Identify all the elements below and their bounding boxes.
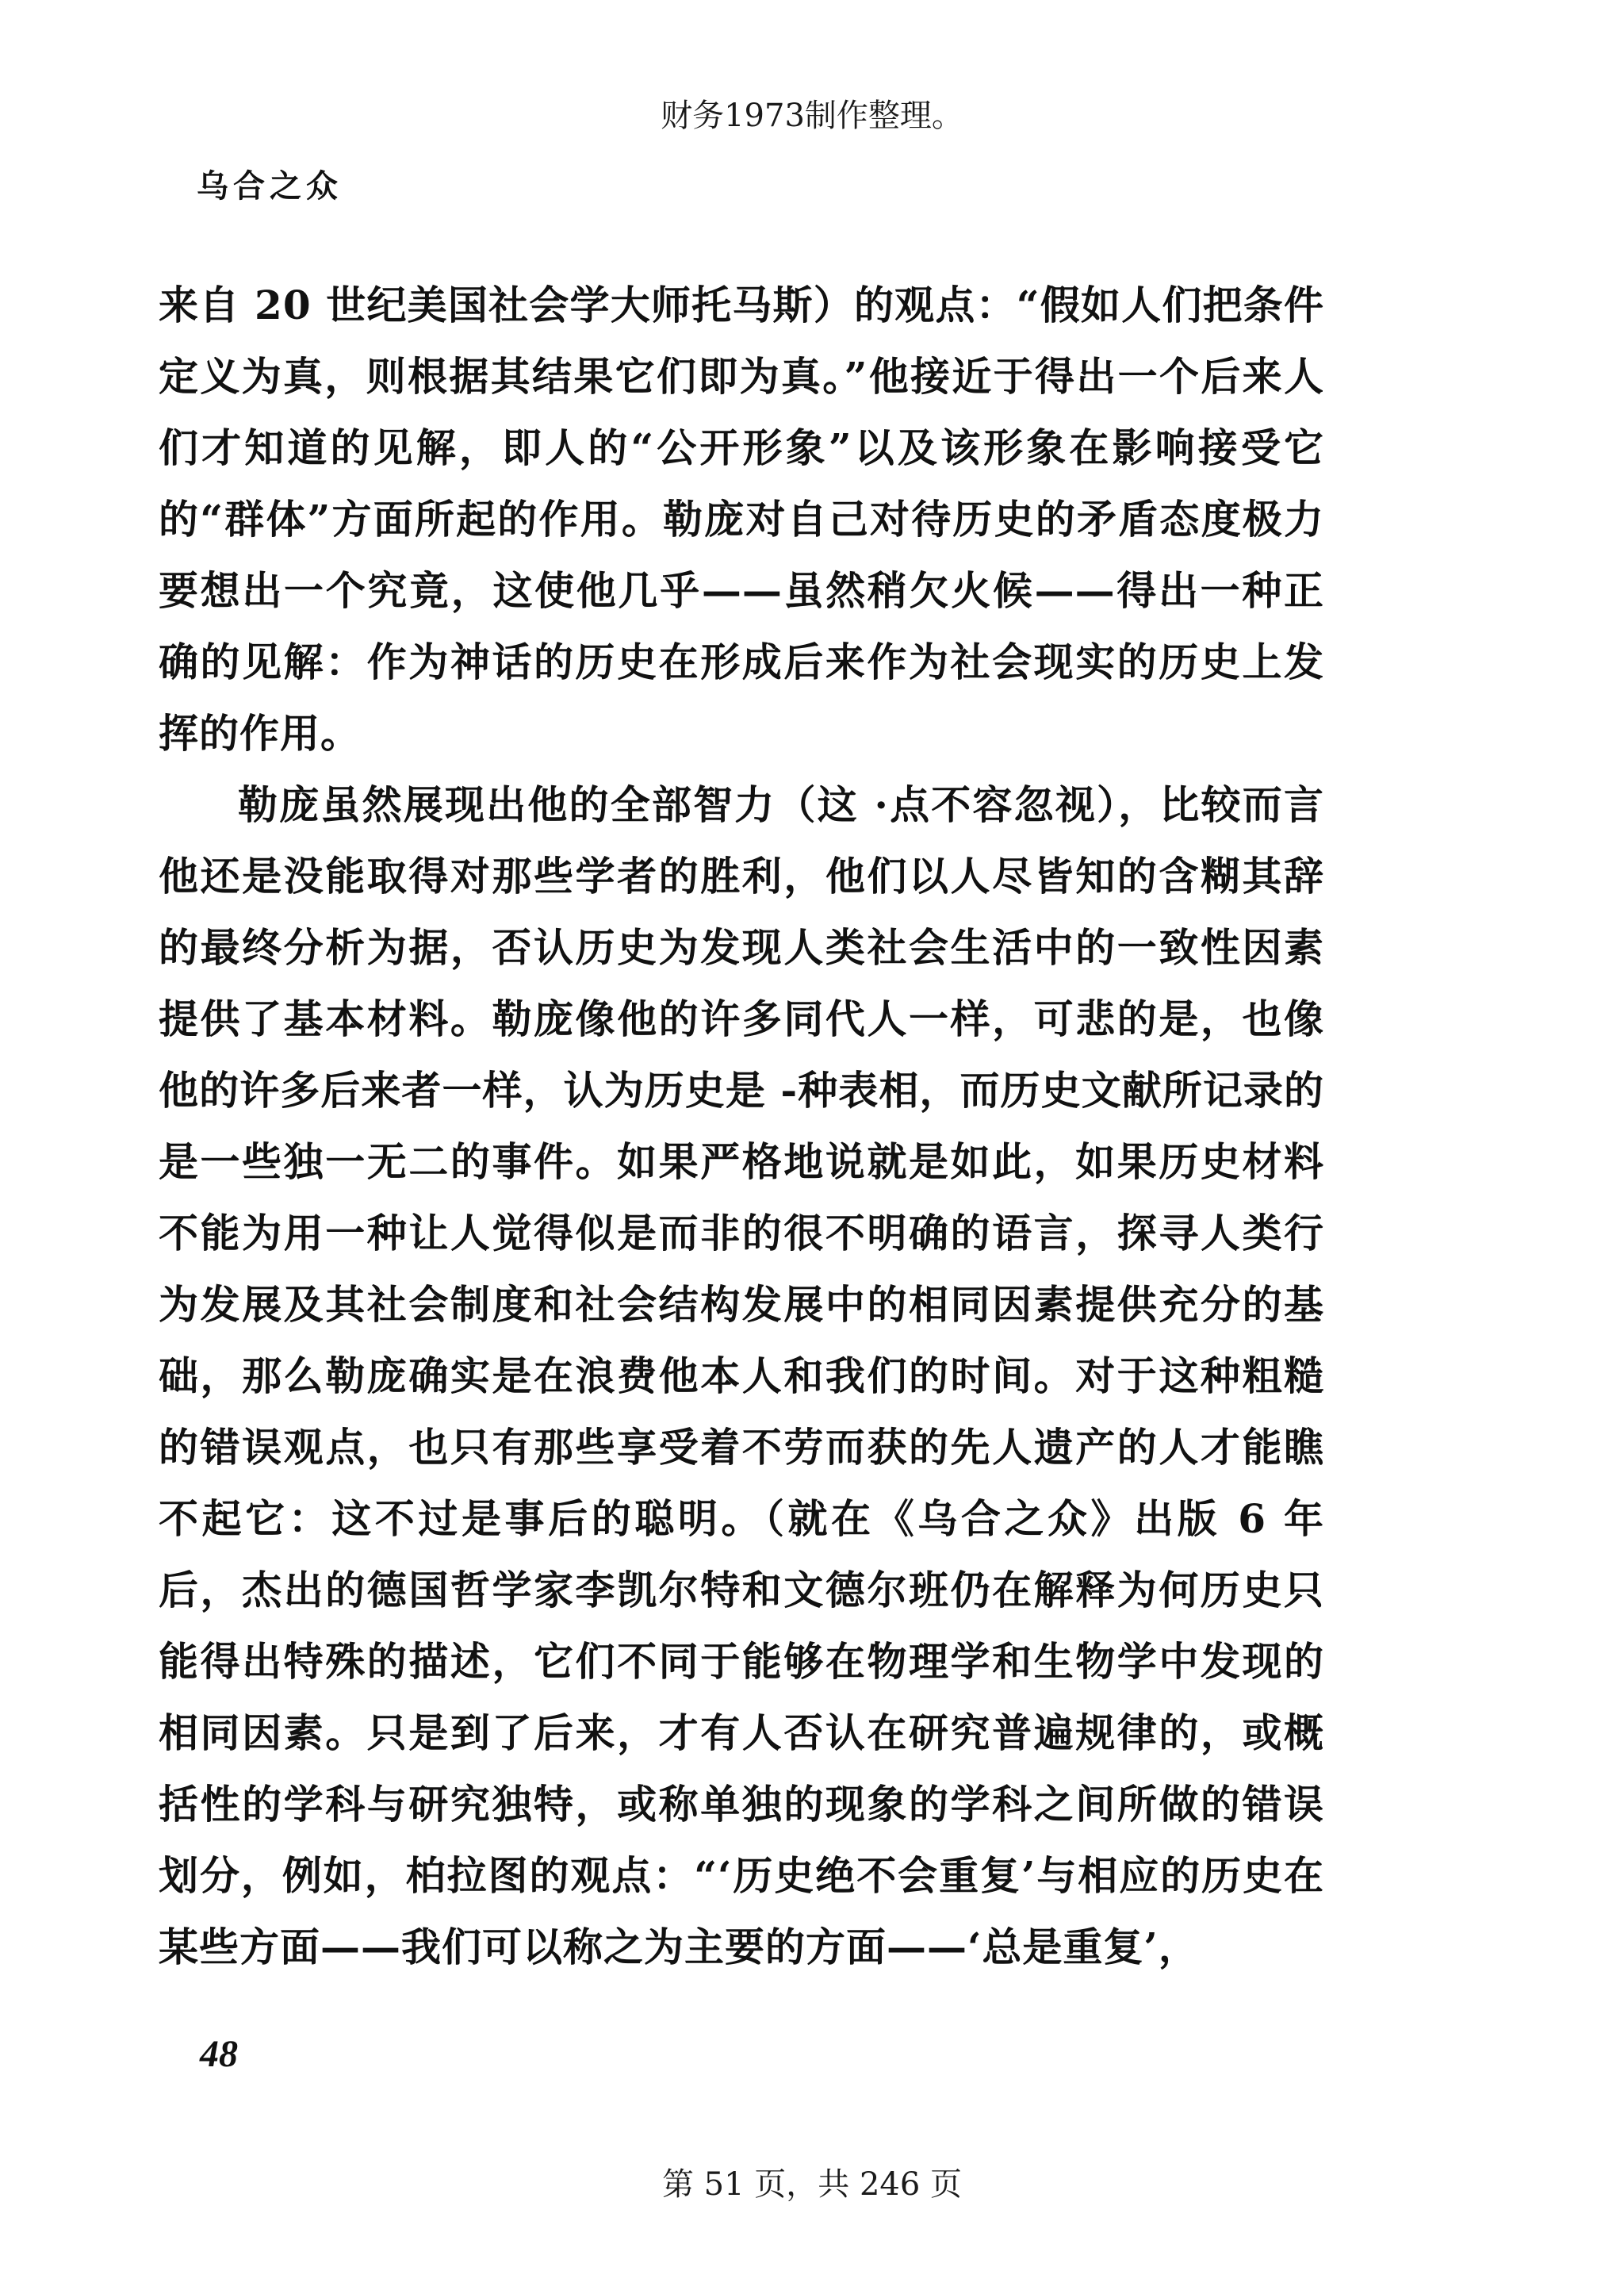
paragraph-1: 来自 20 世纪美国社会学大师托马斯）的观点：“假如人们把条件定义为真，则根据其结果它们即为真。”他接近于得出一个后来人们才知道的见解，即人的“公开形象”以及该形象在影响接受它的“群体”方面所起的作用。勒庞对自己对待历史的矛盾态度极力要想出一个究竟，这使他几乎——虽然稍欠火候——得出一种正确的见解：作为神话的历史在形成后来作为社会现实的历史上发挥的作用。: [159, 282, 1324, 757]
paragraph-2: 勒庞虽然展现出他的全部智力（这 ·点不容忽视），比较而言他还是没能取得对那些学者的胜利，他们以人尽皆知的含糊其辞的最终分析为据，否认历史为发现人类社会生活中的一致性因素提供了基本材料。勒庞像他的许多同代人一样，可悲的是，也像他的许多后来者一样，认为历史是 -种表相，而历史文献所记录的是一些独一无二的事件。如果严格地说就是如此，如果历史材料不能为用一种让人觉得似是而非的很不明确的语言，探寻人类行为发展及其社会制度和社会结构发展中的相同因素提供充分的基础，那么勒庞确实是在浪费他本人和我们的时间。对于这种粗糙的错误观点，也只有那些享受着不劳而获的先人遗产的人才能瞧不起它：这不过是事后的聪明。（就在《乌合之众》出版 6 年后，杰出的德国哲学家李凯尔特和文德尔班仍在解释为何历史只能得出特殊的描述，它们不同于能够在物理学和生物学中发现的相同因素。只是到了后来，才有人否认在研究普遍规律的，或概括性的学科与研究独特，或称单独的现象的学科之间所做的错误划分，例如，柏拉图的观点：“‘历史绝不会重复’与相应的历史在某些方面——我们可以称之为主要的方面——‘总是重复’，: [159, 781, 1324, 1970]
footer-pagination: 第 51 页，共 246 页: [661, 2166, 963, 2203]
header-note: 财务1973制作整理。: [661, 98, 963, 134]
body-text: [159, 270, 1324, 1983]
page-number: 48: [200, 2033, 238, 2075]
running-head-title: 乌合之众: [197, 167, 343, 205]
